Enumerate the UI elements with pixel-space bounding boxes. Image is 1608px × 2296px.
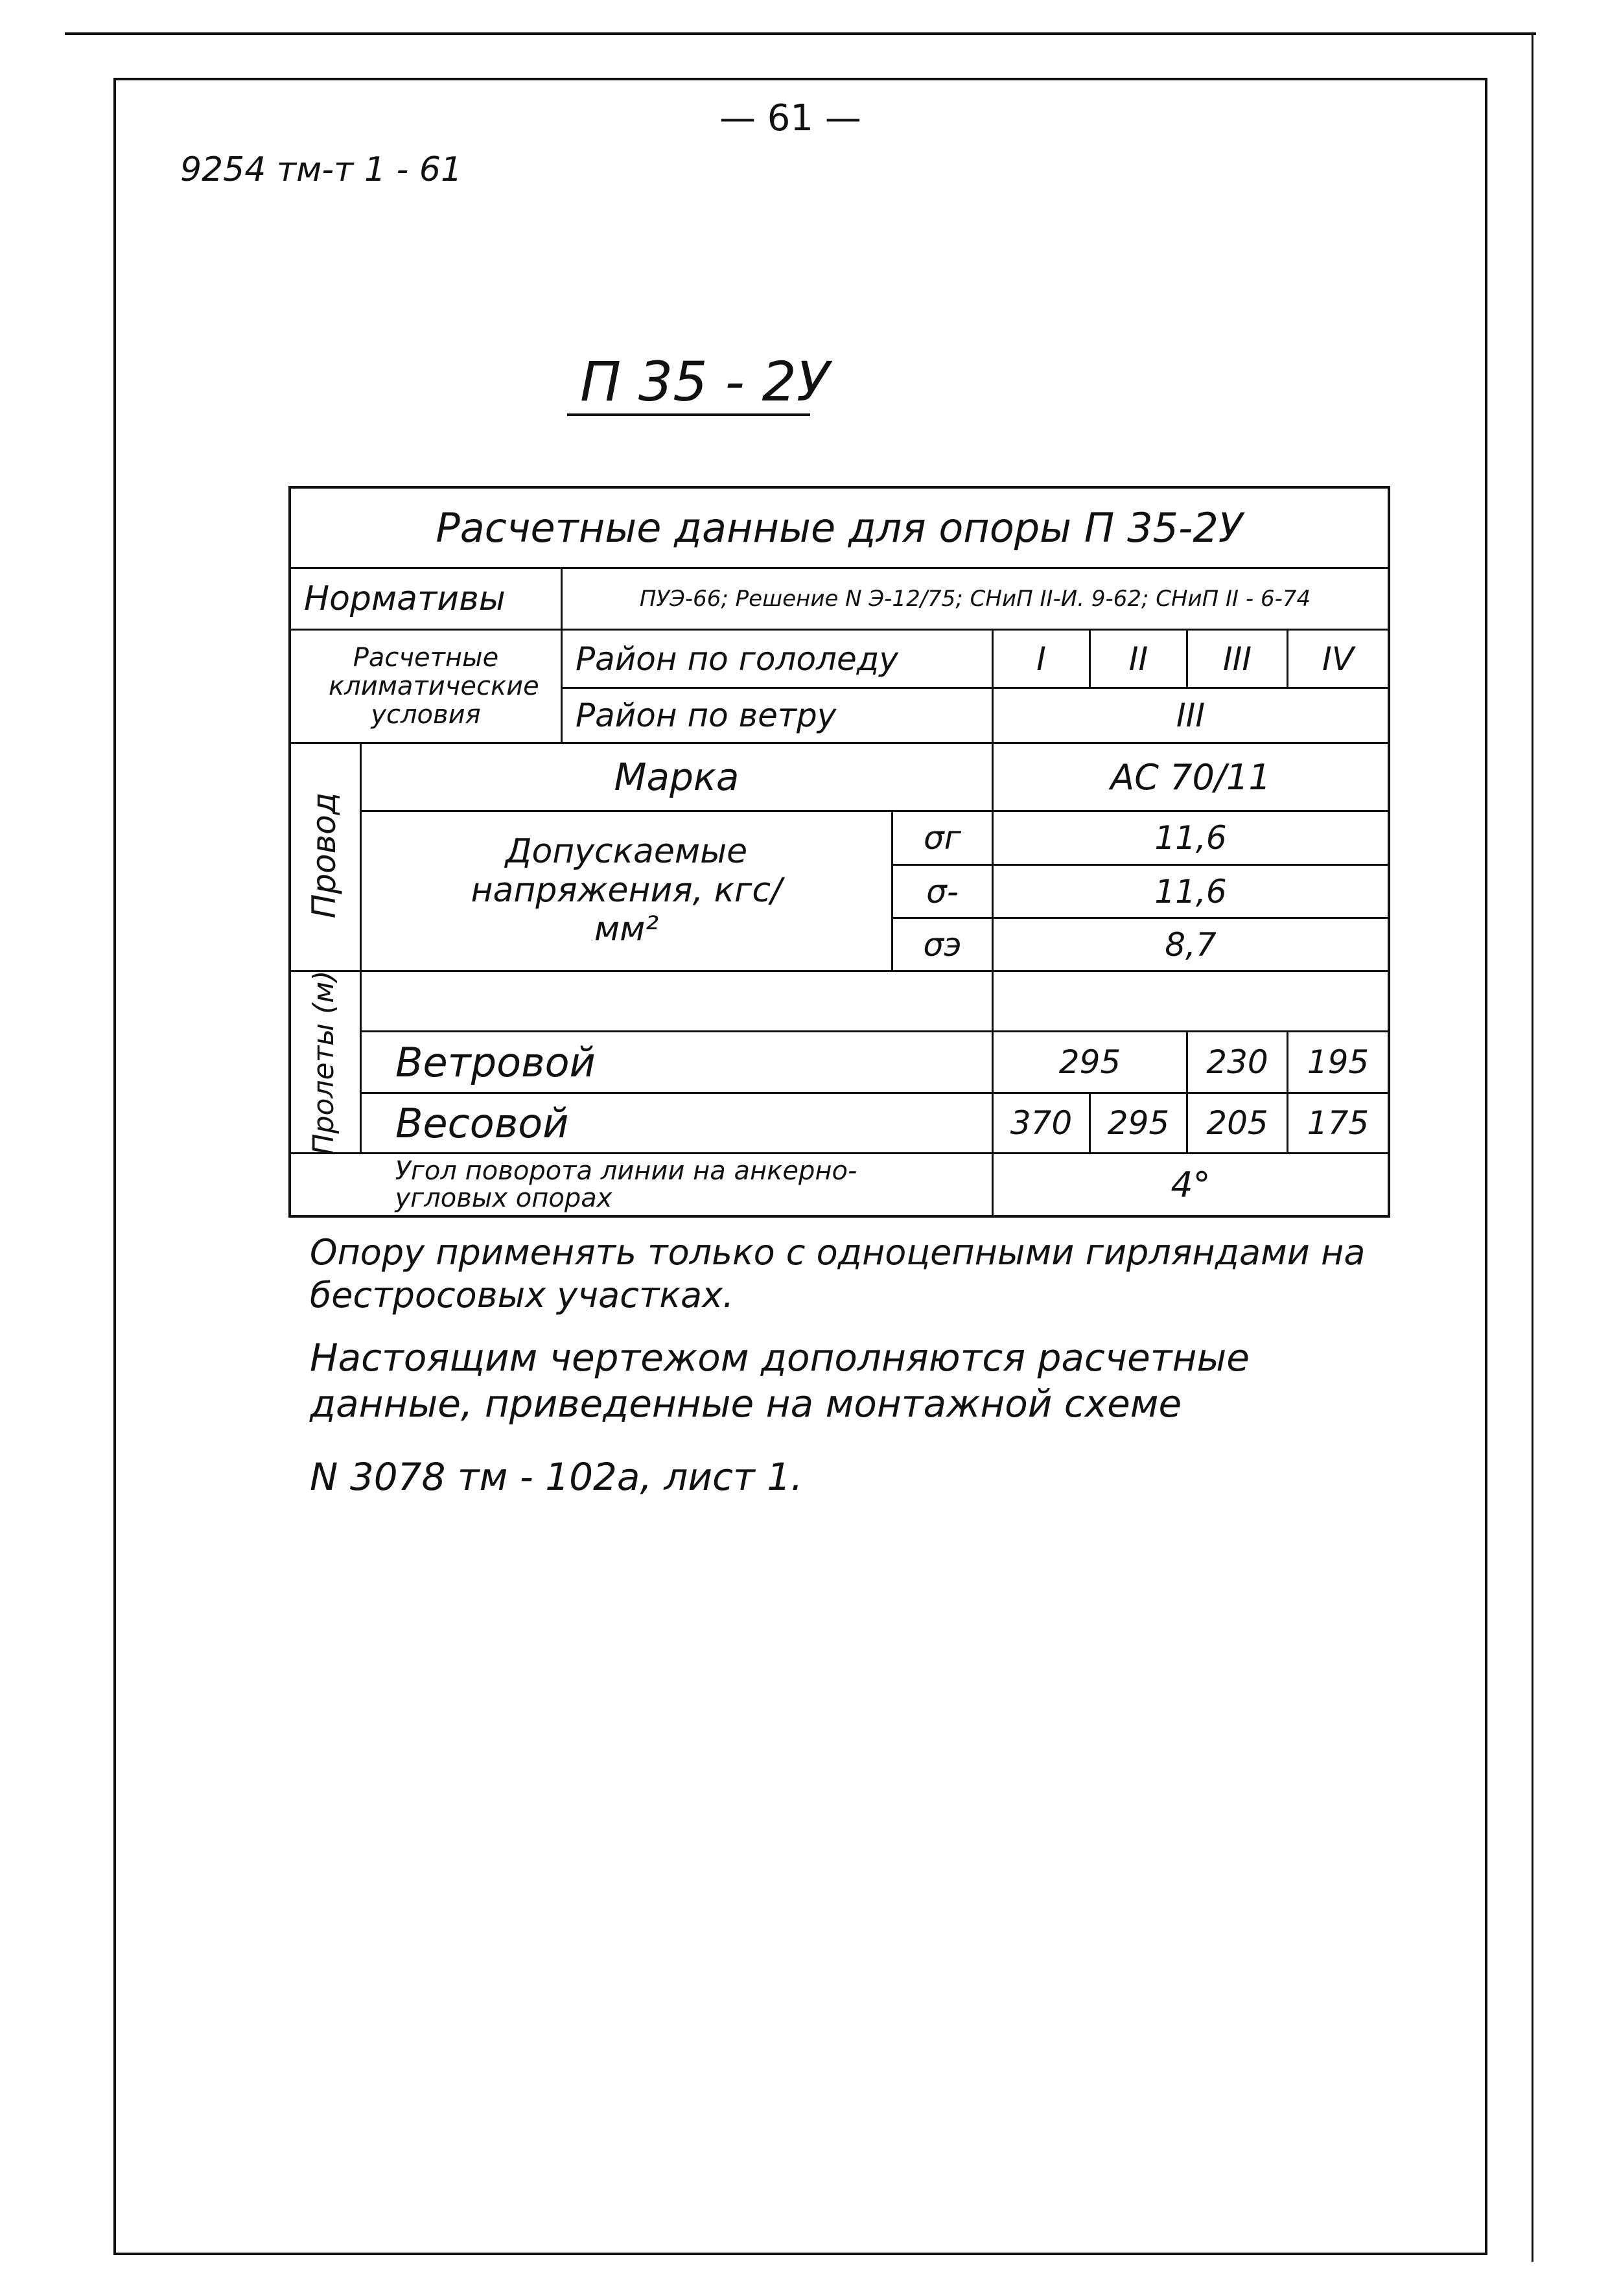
stress-value-1: 11,6 bbox=[1154, 819, 1227, 857]
stress-label-text: Допускаемые напряжения, кгс/мм² bbox=[471, 832, 782, 949]
frame-right-border bbox=[1485, 78, 1487, 2255]
table-border-right bbox=[1388, 486, 1390, 1218]
ice-region-value-2: II bbox=[1128, 640, 1148, 678]
climatic-label-text: Расчетные климатические условия bbox=[329, 643, 539, 730]
weight-span-value-1: 370 bbox=[1010, 1104, 1073, 1142]
ice-region-value-1: I bbox=[1036, 640, 1046, 678]
norms-value: ПУЭ-66; Решение N Э-12/75; СНиП II-И. 9-62; СНиП II - 6-74 bbox=[639, 586, 1311, 612]
stress-symbol-3: σэ bbox=[923, 925, 962, 964]
outer-right-edge bbox=[1532, 32, 1533, 2262]
note-supplement: Настоящим чертежом дополняются расчетные данные, приведенные на монтажной схеме bbox=[310, 1336, 1250, 1426]
wind-region-value: III bbox=[1176, 697, 1206, 734]
stress-label bbox=[362, 812, 891, 970]
frame-top-border bbox=[113, 78, 1487, 80]
wind-span-label: Ветровой bbox=[395, 1038, 596, 1086]
weight-span-value-2: 295 bbox=[1107, 1104, 1170, 1142]
stress-symbol-2: σ- bbox=[926, 872, 959, 910]
stress-value-3: 8,7 bbox=[1165, 925, 1217, 964]
row-line bbox=[288, 970, 1390, 972]
page-number: — 61 — bbox=[719, 97, 861, 139]
ice-region-value-3: III bbox=[1222, 640, 1252, 678]
stress-symbol-1: σг bbox=[924, 819, 961, 857]
angle-label bbox=[291, 1154, 992, 1215]
weight-span-label: Весовой bbox=[395, 1099, 569, 1147]
top-edge-line bbox=[65, 32, 1536, 35]
wind-span-value-2: 230 bbox=[1206, 1043, 1268, 1081]
weight-span-value-3: 205 bbox=[1206, 1104, 1268, 1142]
ice-region-value-4: IV bbox=[1322, 640, 1354, 678]
table-border-bottom bbox=[288, 1215, 1390, 1218]
wind-span-value-3: 195 bbox=[1307, 1043, 1369, 1081]
doc-code: 9254 тм-т 1 - 61 bbox=[180, 150, 463, 189]
frame-bottom-border bbox=[113, 2253, 1487, 2255]
climatic-label bbox=[291, 631, 561, 742]
angle-value: 4° bbox=[1171, 1164, 1211, 1205]
ice-region-label: Район по гололеду bbox=[576, 640, 898, 678]
drawing-title-underline bbox=[567, 413, 810, 416]
drawing-title: П 35 - 2У bbox=[580, 350, 830, 413]
spans-group-label: Пролеты (м) bbox=[307, 970, 340, 1155]
note-reference: N 3078 тм - 102а, лист 1. bbox=[310, 1455, 803, 1499]
brand-value: АС 70/11 bbox=[1110, 756, 1271, 798]
wind-span-value-1: 295 bbox=[1058, 1043, 1121, 1081]
table-title: Расчетные данные для опоры П 35-2У bbox=[436, 504, 1243, 551]
stress-value-2: 11,6 bbox=[1154, 872, 1227, 910]
note-single-circuit: Опору применять только с одноцепными гирляндами на бестросовых участках. bbox=[310, 1232, 1366, 1316]
angle-label-text: Угол поворота линии на анкерно- угловых опорах bbox=[395, 1156, 857, 1213]
weight-span-value-4: 175 bbox=[1307, 1104, 1369, 1142]
frame-left-border bbox=[113, 78, 116, 2255]
norms-label: Нормативы bbox=[304, 579, 506, 618]
wind-region-label: Район по ветру bbox=[576, 697, 837, 734]
wire-group-label: Провод bbox=[305, 792, 343, 919]
brand-label: Марка bbox=[614, 755, 740, 799]
